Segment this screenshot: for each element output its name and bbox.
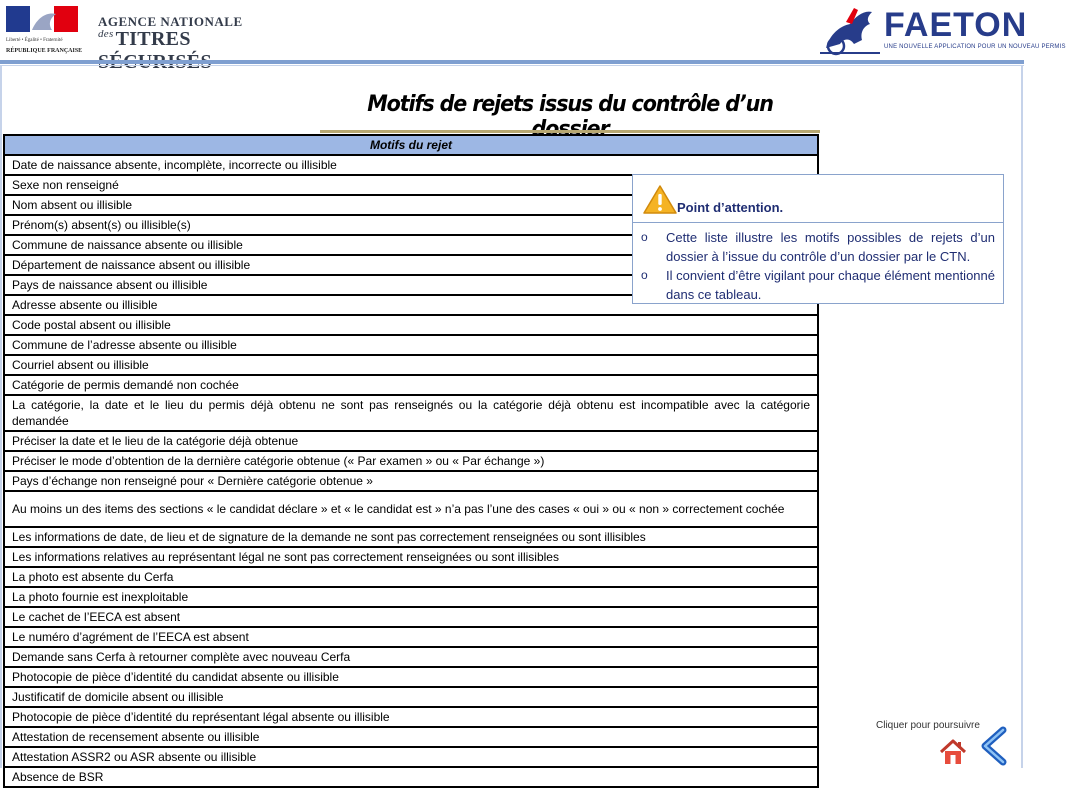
- table-row: Les informations de date, de lieu et de signature de la demande ne sont pas correctement renseignées ou sont illisibles: [4, 527, 818, 547]
- attention-title: Point d’attention.: [677, 200, 784, 215]
- table-header: Motifs du rejet: [4, 135, 818, 155]
- attention-box: [632, 174, 1004, 304]
- republique-francaise-logo: [4, 4, 83, 56]
- slide-header: [0, 0, 1066, 60]
- table-row: Département de naissance absent ou illisible: [4, 255, 818, 275]
- faeton-logo: [820, 4, 1066, 56]
- rf-motto: Liberté • Égalité • Fraternité: [6, 38, 63, 43]
- header-divider-thin: [0, 65, 1024, 66]
- header-divider: [0, 60, 1024, 64]
- bullet-icon: o: [641, 230, 648, 244]
- table-row: Justificatif de domicile absent ou illisible: [4, 687, 818, 707]
- title-underline: [320, 130, 820, 133]
- table-row: Le cachet de l’EECA est absent: [4, 607, 818, 627]
- ants-line2: TITRES: [115, 28, 191, 50]
- warning-icon: [643, 185, 677, 215]
- continue-label: Cliquer pour poursuivre: [876, 720, 980, 731]
- slide-title: Motifs de rejets issus du contrôle d’un: [367, 92, 773, 117]
- table-row: Préciser la date et le lieu de la catégorie déjà obtenue: [4, 431, 818, 451]
- table-row: Au moins un des items des sections « le candidat déclare » et « le candidat est » n’a pas l’une des cases « oui » ou « non » correctement cochée: [4, 491, 818, 527]
- table-row: Sexe non renseigné: [4, 175, 818, 195]
- table-row: Commune de l’adresse absente ou illisible: [4, 335, 818, 355]
- table-row: Commune de naissance absente ou illisible: [4, 235, 818, 255]
- table-row: Courriel absent ou illisible: [4, 355, 818, 375]
- ants-des: des: [98, 28, 114, 40]
- table-row: Le numéro d’agrément de l’EECA est absent: [4, 627, 818, 647]
- table-row: Pays d’échange non renseigné pour « Dernière catégorie obtenue »: [4, 471, 818, 491]
- table-row: Catégorie de permis demandé non cochée: [4, 375, 818, 395]
- table-row: Nom absent ou illisible: [4, 195, 818, 215]
- faeton-tagline: UNE NOUVELLE APPLICATION POUR UN NOUVEAU PERMIS: [884, 44, 1066, 50]
- table-row: Absence de BSR: [4, 767, 818, 787]
- table-row: Photocopie de pièce d’identité du représentant légal absente ou illisible: [4, 707, 818, 727]
- table-row: La photo est absente du Cerfa: [4, 567, 818, 587]
- table-row: Code postal absent ou illisible: [4, 315, 818, 335]
- frame-right: [1021, 66, 1023, 768]
- ants-logo: [98, 14, 288, 54]
- table-row: Préciser le mode d’obtention de la dernière catégorie obtenue (« Par examen » ou « Par échange »): [4, 451, 818, 471]
- home-icon[interactable]: [938, 738, 968, 766]
- table-row: Demande sans Cerfa à retourner complète avec nouveau Cerfa: [4, 647, 818, 667]
- table-row: La catégorie, la date et le lieu du permis déjà obtenu ne sont pas renseignés ou la catégorie déjà obtenu est incompatible avec la catégorie demandée: [4, 395, 818, 431]
- table-row: Prénom(s) absent(s) ou illisible(s): [4, 215, 818, 235]
- ants-line1: AGENCE NATIONALE: [98, 14, 243, 29]
- table-row: Photocopie de pièce d’identité du candidat absente ou illisible: [4, 667, 818, 687]
- bullet-icon: o: [641, 268, 648, 282]
- list-item: o Il convient d’être vigilant pour chaque élément mentionné dans ce tableau.: [641, 268, 995, 302]
- faeton-wordmark: FAETON: [884, 6, 1028, 44]
- table-row: Adresse absente ou illisible: [4, 295, 818, 315]
- table-row: Date de naissance absente, incomplète, incorrecte ou illisible: [4, 155, 818, 175]
- table-row: Attestation de recensement absente ou illisible: [4, 727, 818, 747]
- list-item: o Cette liste illustre les motifs possibles de rejets d’un dossier à l’issue du contrôle d’un dossier par le CTN.: [641, 230, 995, 264]
- frame-left: [0, 66, 2, 768]
- table-row: Attestation ASSR2 ou ASR absente ou illisible: [4, 747, 818, 767]
- back-arrow-icon[interactable]: [975, 726, 1019, 766]
- attention-list: [633, 223, 1003, 304]
- chariot-icon: [820, 4, 882, 56]
- table-row: Pays de naissance absent ou illisible: [4, 275, 818, 295]
- table-row: La photo fournie est inexploitable: [4, 587, 818, 607]
- table-row: Les informations relatives au représentant légal ne sont pas correctement renseignées ou sont illisibles: [4, 547, 818, 567]
- rf-label: RÉPUBLIQUE FRANÇAISE: [6, 48, 83, 54]
- attention-header: [633, 175, 1003, 223]
